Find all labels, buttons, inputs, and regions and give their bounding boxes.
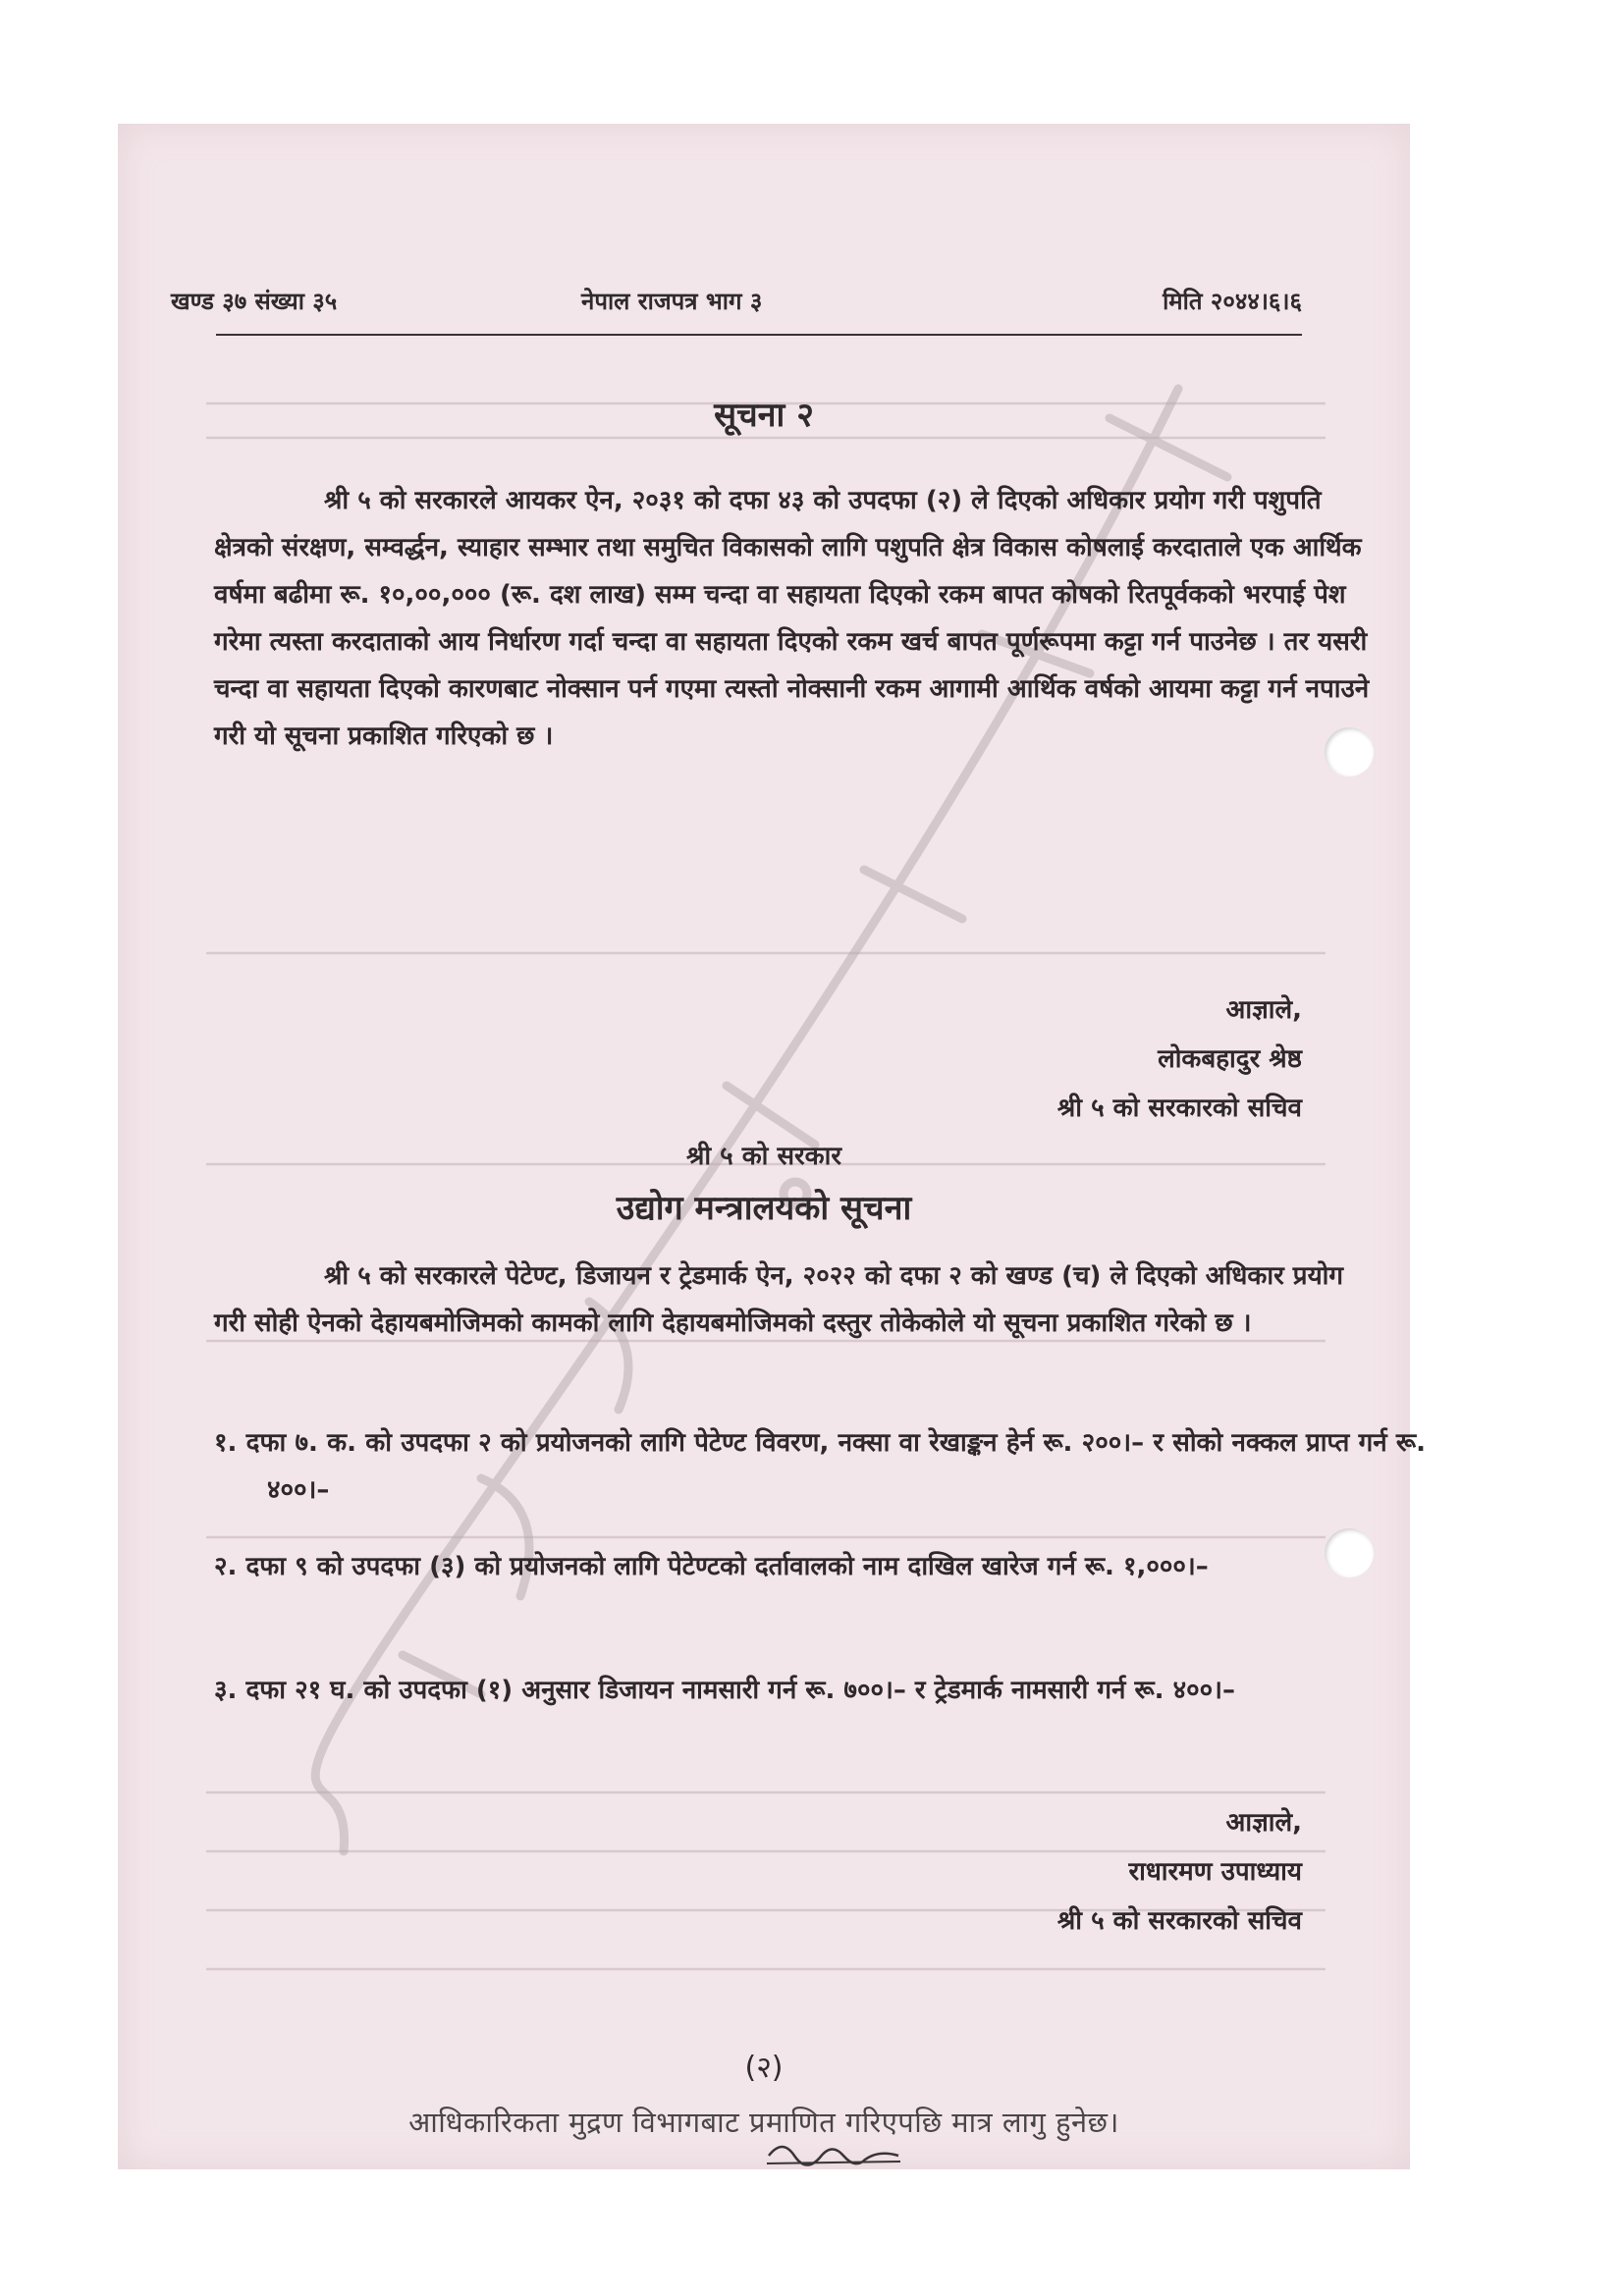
notice1-line: एक आर्थिक वर्षमा बढीमा रू. १०,००,००० (रू. दश लाख) सम्म चन्दा वा सहायता [214, 533, 1362, 610]
signature-designation: श्री ५ को सरकारको सचिव [1056, 1094, 1302, 1123]
punch-hole [1325, 1528, 1374, 1577]
notice2-line: खण्ड (च) ले दिएको अधिकार प्रयोग गरी सोही ऐनको देहायबमोजिमको कामको लागि [214, 1261, 1344, 1338]
fee-item: २. दफा ९ को उपदफा (३) को प्रयोजनको लागि पेटेण्टको दर्तावालको नाम दाखिल खारेज गर्न रू. १,०००।– [214, 1552, 1209, 1581]
notice2-title: उद्योग मन्त्रालयको सूचना [616, 1189, 912, 1228]
header-publication: नेपाल राजपत्र भाग ३ [581, 288, 763, 315]
notice1-line: तर यसरी चन्दा वा सहायता दिएको कारणबाट नोक्सान पर्न गएमा त्यस्तो नोक्सानी [214, 627, 1368, 704]
notice1-line: दिएको रकम बापत कोषको रितपूर्वकको भरपाई पेश गरेमा त्यस्ता करदाताको आय [214, 580, 1346, 657]
notice1-line: निर्धारण गर्दा चन्दा वा सहायता दिएको रकम खर्च बापत पूर्णरूपमा कट्टा गर्न पाउनेछ । [488, 627, 1275, 657]
punch-hole [1325, 727, 1374, 776]
header-rule [216, 334, 1302, 336]
notice1-signature [1057, 986, 1302, 1133]
gazette-page [118, 124, 1426, 2169]
notice2-body [214, 1253, 1371, 1347]
notice2-government: श्री ५ को सरकार [685, 1142, 842, 1171]
notice1-body [214, 477, 1371, 760]
notice1-line: गरिएको छ । [436, 721, 554, 751]
notice2-signature [1057, 1798, 1302, 1946]
signature-name: लोकबहादुर श्रेष्ठ [1158, 1044, 1302, 1074]
signature-designation: श्री ५ को सरकारको सचिव [1056, 1906, 1302, 1936]
authenticity-footer: आधिकारिकता मुद्रण विभागबाट प्रमाणित गरिएपछि मात्र लागु हुनेछ। [408, 2106, 1119, 2139]
notice1-line: सम्भार तथा समुचित विकासको लागि पशुपति क्षेत्र विकास कोषलाई करदाताले [528, 533, 1242, 562]
signature-name: राधारमण उपाध्याय [1128, 1857, 1302, 1887]
notice1-line: (२) ले दिएको अधिकार प्रयोग गरी पशुपति क्षेत्रको संरक्षण, सम्वर्द्धन, स्याहार [214, 486, 1322, 562]
notice1-line: रकम आगामी आर्थिक वर्षको आयमा कट्टा गर्न नपाउने गरी यो सूचना प्रकाशित [214, 674, 1370, 751]
fee-item: ३. दफा २१ घ. को उपदफा (१) अनुसार डिजायन नामसारी गर्न रू. ७००।– र ट्रेडमार्क नामसारी गर्न रू. ४००।– [214, 1676, 1236, 1705]
signature-order: आज्ञाले, [1225, 995, 1302, 1025]
notice1-line: श्री ५ को सरकारले आयकर ऐन, २०३१ को दफा ४३ को उपदफा [324, 486, 917, 515]
notice2-line: श्री ५ को सरकारले पेटेण्ट, डिजायन र ट्रेडमार्क ऐन, २०२२ को दफा २ को [324, 1261, 998, 1291]
notice1-title: सूचना २ [714, 396, 814, 435]
header-volume: खण्ड ३७ संख्या ३५ [171, 288, 338, 315]
notice2-line: देहायबमोजिमको दस्तुर तोकेकोले यो सूचना प्रकाशित गरेको छ । [662, 1308, 1252, 1338]
signature-order: आज्ञाले, [1225, 1808, 1302, 1838]
fee-item: १. दफा ७. क. को उपदफा २ को प्रयोजनको लागि पेटेण्ट विवरण, नक्सा वा रेखाङ्कन हेर्न रू. २००।– र सोको नक्कल प्राप्त गर्न रू. ४००।– [214, 1428, 1426, 1505]
page-number: (२) [744, 2051, 784, 2085]
header-date: मिति २०४४।६।६ [1163, 288, 1302, 315]
handwritten-note [761, 2136, 908, 2169]
